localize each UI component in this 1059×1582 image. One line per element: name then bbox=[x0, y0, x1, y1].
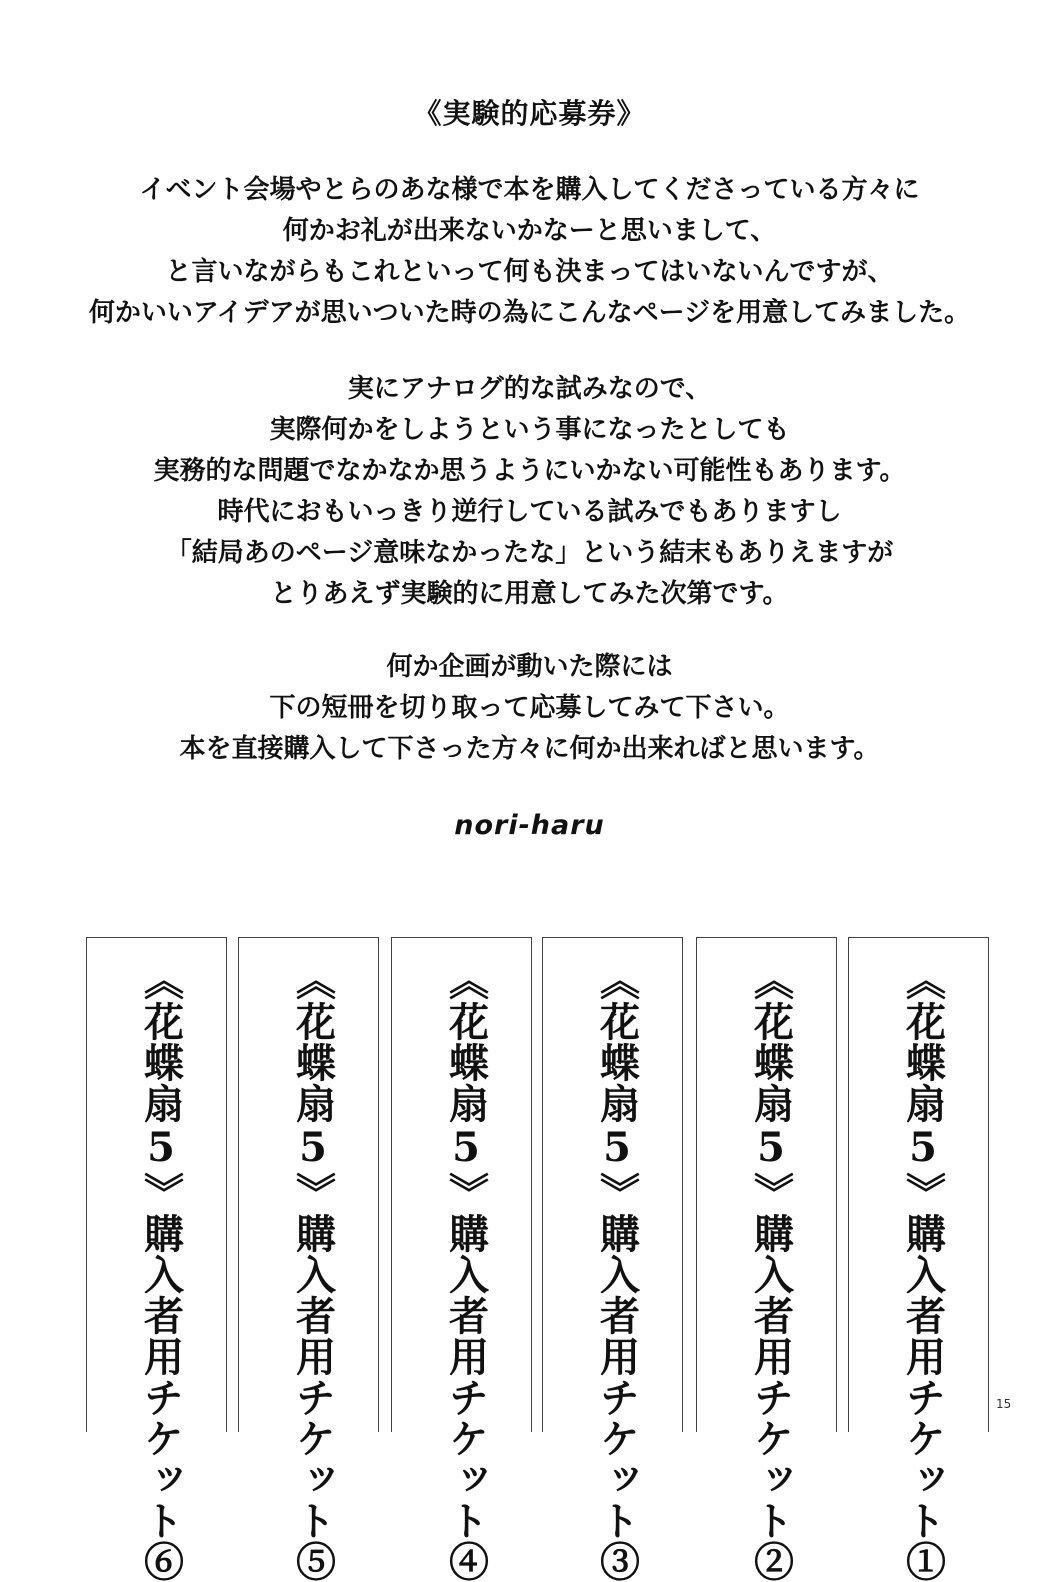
text-line: 時代におもいっきり逆行している試みでもありますし bbox=[217, 497, 842, 527]
text-line: 何かお礼が出来ないかなーと思いまして、 bbox=[282, 216, 777, 246]
ticket-label: 《花蝶扇5》購入者用チケット③ bbox=[593, 960, 641, 1582]
text-line: 実務的な問題でなかなか思うようにいかない可能性もあります。 bbox=[153, 456, 906, 486]
page-title: 《実験的応募券》 bbox=[413, 97, 646, 130]
text-line: 実にアナログ的な試みなので、 bbox=[347, 374, 712, 404]
ticket-label: 《花蝶扇5》購入者用チケット④ bbox=[442, 960, 490, 1582]
author-signature: nori-haru bbox=[454, 810, 605, 841]
ticket-label: 《花蝶扇5》購入者用チケット② bbox=[747, 960, 795, 1582]
ticket-strip-4[interactable] bbox=[391, 937, 532, 1582]
ticket-label: 《花蝶扇5》購入者用チケット⑥ bbox=[137, 960, 185, 1582]
ticket-strip-5[interactable] bbox=[238, 937, 379, 1582]
ticket-label: 《花蝶扇5》購入者用チケット① bbox=[899, 960, 947, 1582]
ticket-strip-1[interactable] bbox=[848, 937, 989, 1582]
text-line: と言いながらもこれといって何も決まってはいないんですが、 bbox=[165, 257, 894, 287]
text-line: 実際何かをしようという事になったとしても bbox=[269, 415, 790, 445]
ticket-strip-2[interactable] bbox=[696, 937, 837, 1582]
ticket-strip-6[interactable] bbox=[86, 937, 227, 1582]
paragraph-intro bbox=[0, 170, 1059, 334]
text-line: 「結局あのページ意味なかったな」という結末もありえますが bbox=[165, 538, 894, 568]
ticket-strip-3[interactable] bbox=[542, 937, 683, 1582]
ticket-label: 《花蝶扇5》購入者用チケット⑤ bbox=[289, 960, 337, 1582]
text-line: 下の短冊を切り取って応募してみて下さい。 bbox=[269, 693, 790, 723]
text-line: 本を直接購入して下さった方々に何か出来ればと思います。 bbox=[179, 734, 880, 764]
text-line: 何かいいアイデアが思いついた時の為にこんなページを用意してみました。 bbox=[88, 298, 971, 328]
text-line: 何か企画が動いた際には bbox=[386, 652, 673, 682]
page-number: 15 bbox=[996, 1397, 1012, 1411]
text-line: イベント会場やとらのあな様で本を購入してくださっている方々に bbox=[139, 175, 920, 205]
paragraph-instructions bbox=[0, 647, 1059, 770]
ticket-strips bbox=[86, 937, 991, 1582]
paragraph-caveat bbox=[0, 369, 1059, 615]
text-line: とりあえず実験的に用意してみた次第です。 bbox=[270, 579, 789, 609]
